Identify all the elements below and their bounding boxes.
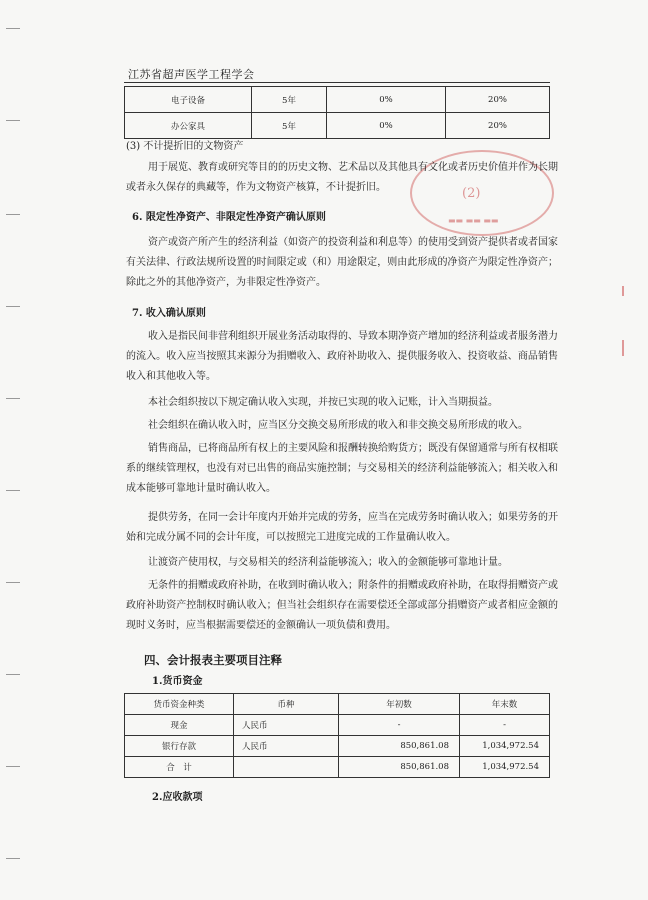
cell-asset-name: 电子设备 (125, 87, 252, 113)
table-row (125, 715, 550, 736)
cell-currency (234, 757, 339, 778)
header-type: 货币资金种类 (125, 694, 234, 715)
seal-edge-mark (622, 286, 624, 296)
subsection-heading: 1.货币资金 (152, 676, 203, 687)
paragraph: 本社会组织按以下规定确认收入实现，并按已实现的收入记账，计入当期损益。 (148, 397, 498, 408)
seal-edge-mark (622, 340, 624, 356)
margin-mark (6, 214, 20, 215)
cell-end: 1,034,972.54 (460, 757, 550, 778)
header-currency: 币种 (234, 694, 339, 715)
margin-mark (6, 306, 20, 307)
paragraph: 社会组织在确认收入时，应当区分交换交易所形成的收入和非交换交易所形成的收入。 (148, 420, 528, 431)
paragraph: 收入是指民间非营利组织开展业务活动取得的、导致本期净资产增加的经济利益或者服务潜力的流入。收入应当按照其来源分为捐赠收入、政府补助收入、提供服务收入、投资收益、商品销售收入和其他收入等。 (126, 331, 558, 382)
paragraph: (3) 不计提折旧的文物资产 (126, 141, 244, 152)
margin-mark (6, 398, 20, 399)
section-heading: 7. 收入确认原则 (132, 308, 206, 319)
cell-rate: 20% (446, 113, 550, 139)
paragraph: 提供劳务，在同一会计年度内开始并完成的劳务，应当在完成劳务时确认收入；如果劳务的开始和完成分属不同的会计年度，可以按照完工进度完成的工作量确认收入。 (126, 512, 558, 543)
depreciation-table (124, 86, 550, 139)
cell-begin: - (339, 715, 460, 736)
table-row (125, 736, 550, 757)
table-row (125, 87, 550, 113)
margin-mark (6, 28, 20, 29)
section-heading: 6. 限定性净资产、非限定性净资产确认原则 (132, 212, 326, 223)
cell-end: 1,034,972.54 (460, 736, 550, 757)
cell-end: - (460, 715, 550, 736)
subsection-heading: 2.应收款项 (152, 792, 203, 803)
table-row (125, 113, 550, 139)
seal-text-mark: ▬▬ ▬▬ ▬▬ (448, 216, 499, 225)
header-begin: 年初数 (339, 694, 460, 715)
cell-begin: 850,861.08 (339, 757, 460, 778)
header-rule (124, 82, 550, 83)
cell-residual: 0% (327, 87, 446, 113)
paragraph: 销售商品，已将商品所有权上的主要风险和报酬转换给购货方；既没有保留通常与所有权相联系的继续管理权，也没有对已出售的商品实施控制；与交易相关的经济利益能够流入；相关收入和成本能够可靠地计量时确认收入。 (126, 443, 558, 494)
paragraph: 资产或资产所产生的经济利益（如资产的投资利益和利息等）的使用受到资产提供者或者国家有关法律、行政法规所设置的时间限定或（和）用途限定，则由此形成的净资产为限定性净资产；除此之外的其他净资产，为非限定性净资产。 (126, 237, 558, 288)
cell-currency: 人民币 (234, 715, 339, 736)
header-end: 年末数 (460, 694, 550, 715)
cell-type: 银行存款 (125, 736, 234, 757)
cell-type: 合 计 (125, 757, 234, 778)
table-header-row (125, 694, 550, 715)
table-row (125, 757, 550, 778)
cell-years: 5年 (252, 87, 327, 113)
cell-begin: 850,861.08 (339, 736, 460, 757)
paragraph: 让渡资产使用权，与交易相关的经济利益能够流入；收入的金额能够可靠地计量。 (148, 557, 508, 568)
margin-mark (6, 582, 20, 583)
cell-years: 5年 (252, 113, 327, 139)
cash-table (124, 693, 550, 778)
cell-asset-name: 办公家具 (125, 113, 252, 139)
cell-rate: 20% (446, 87, 550, 113)
cell-type: 现金 (125, 715, 234, 736)
margin-mark (6, 120, 20, 121)
paragraph: 无条件的捐赠或政府补助，在收到时确认收入；附条件的捐赠或政府补助，在取得捐赠资产或政府补助资产控制权时确认收入；但当社会组织存在需要偿还全部或部分捐赠资产或者相应金额的现时义务时，应当根据需要偿还的金额确认一项负债和费用。 (126, 580, 558, 631)
margin-mark (6, 766, 20, 767)
margin-mark (6, 490, 20, 491)
margin-mark (6, 858, 20, 859)
section-heading: 四、会计报表主要项目注释 (144, 653, 282, 667)
cell-residual: 0% (327, 113, 446, 139)
paragraph: 用于展览、教育或研究等目的的历史文物、艺术品以及其他具有文化或者历史价值并作为长期或者永久保存的典藏等，作为文物资产核算，不计提折旧。 (126, 162, 558, 193)
margin-mark (6, 674, 20, 675)
document-header: 江苏省超声医学工程学会 (128, 68, 255, 81)
cell-currency: 人民币 (234, 736, 339, 757)
seal-number: (2) (462, 186, 481, 201)
